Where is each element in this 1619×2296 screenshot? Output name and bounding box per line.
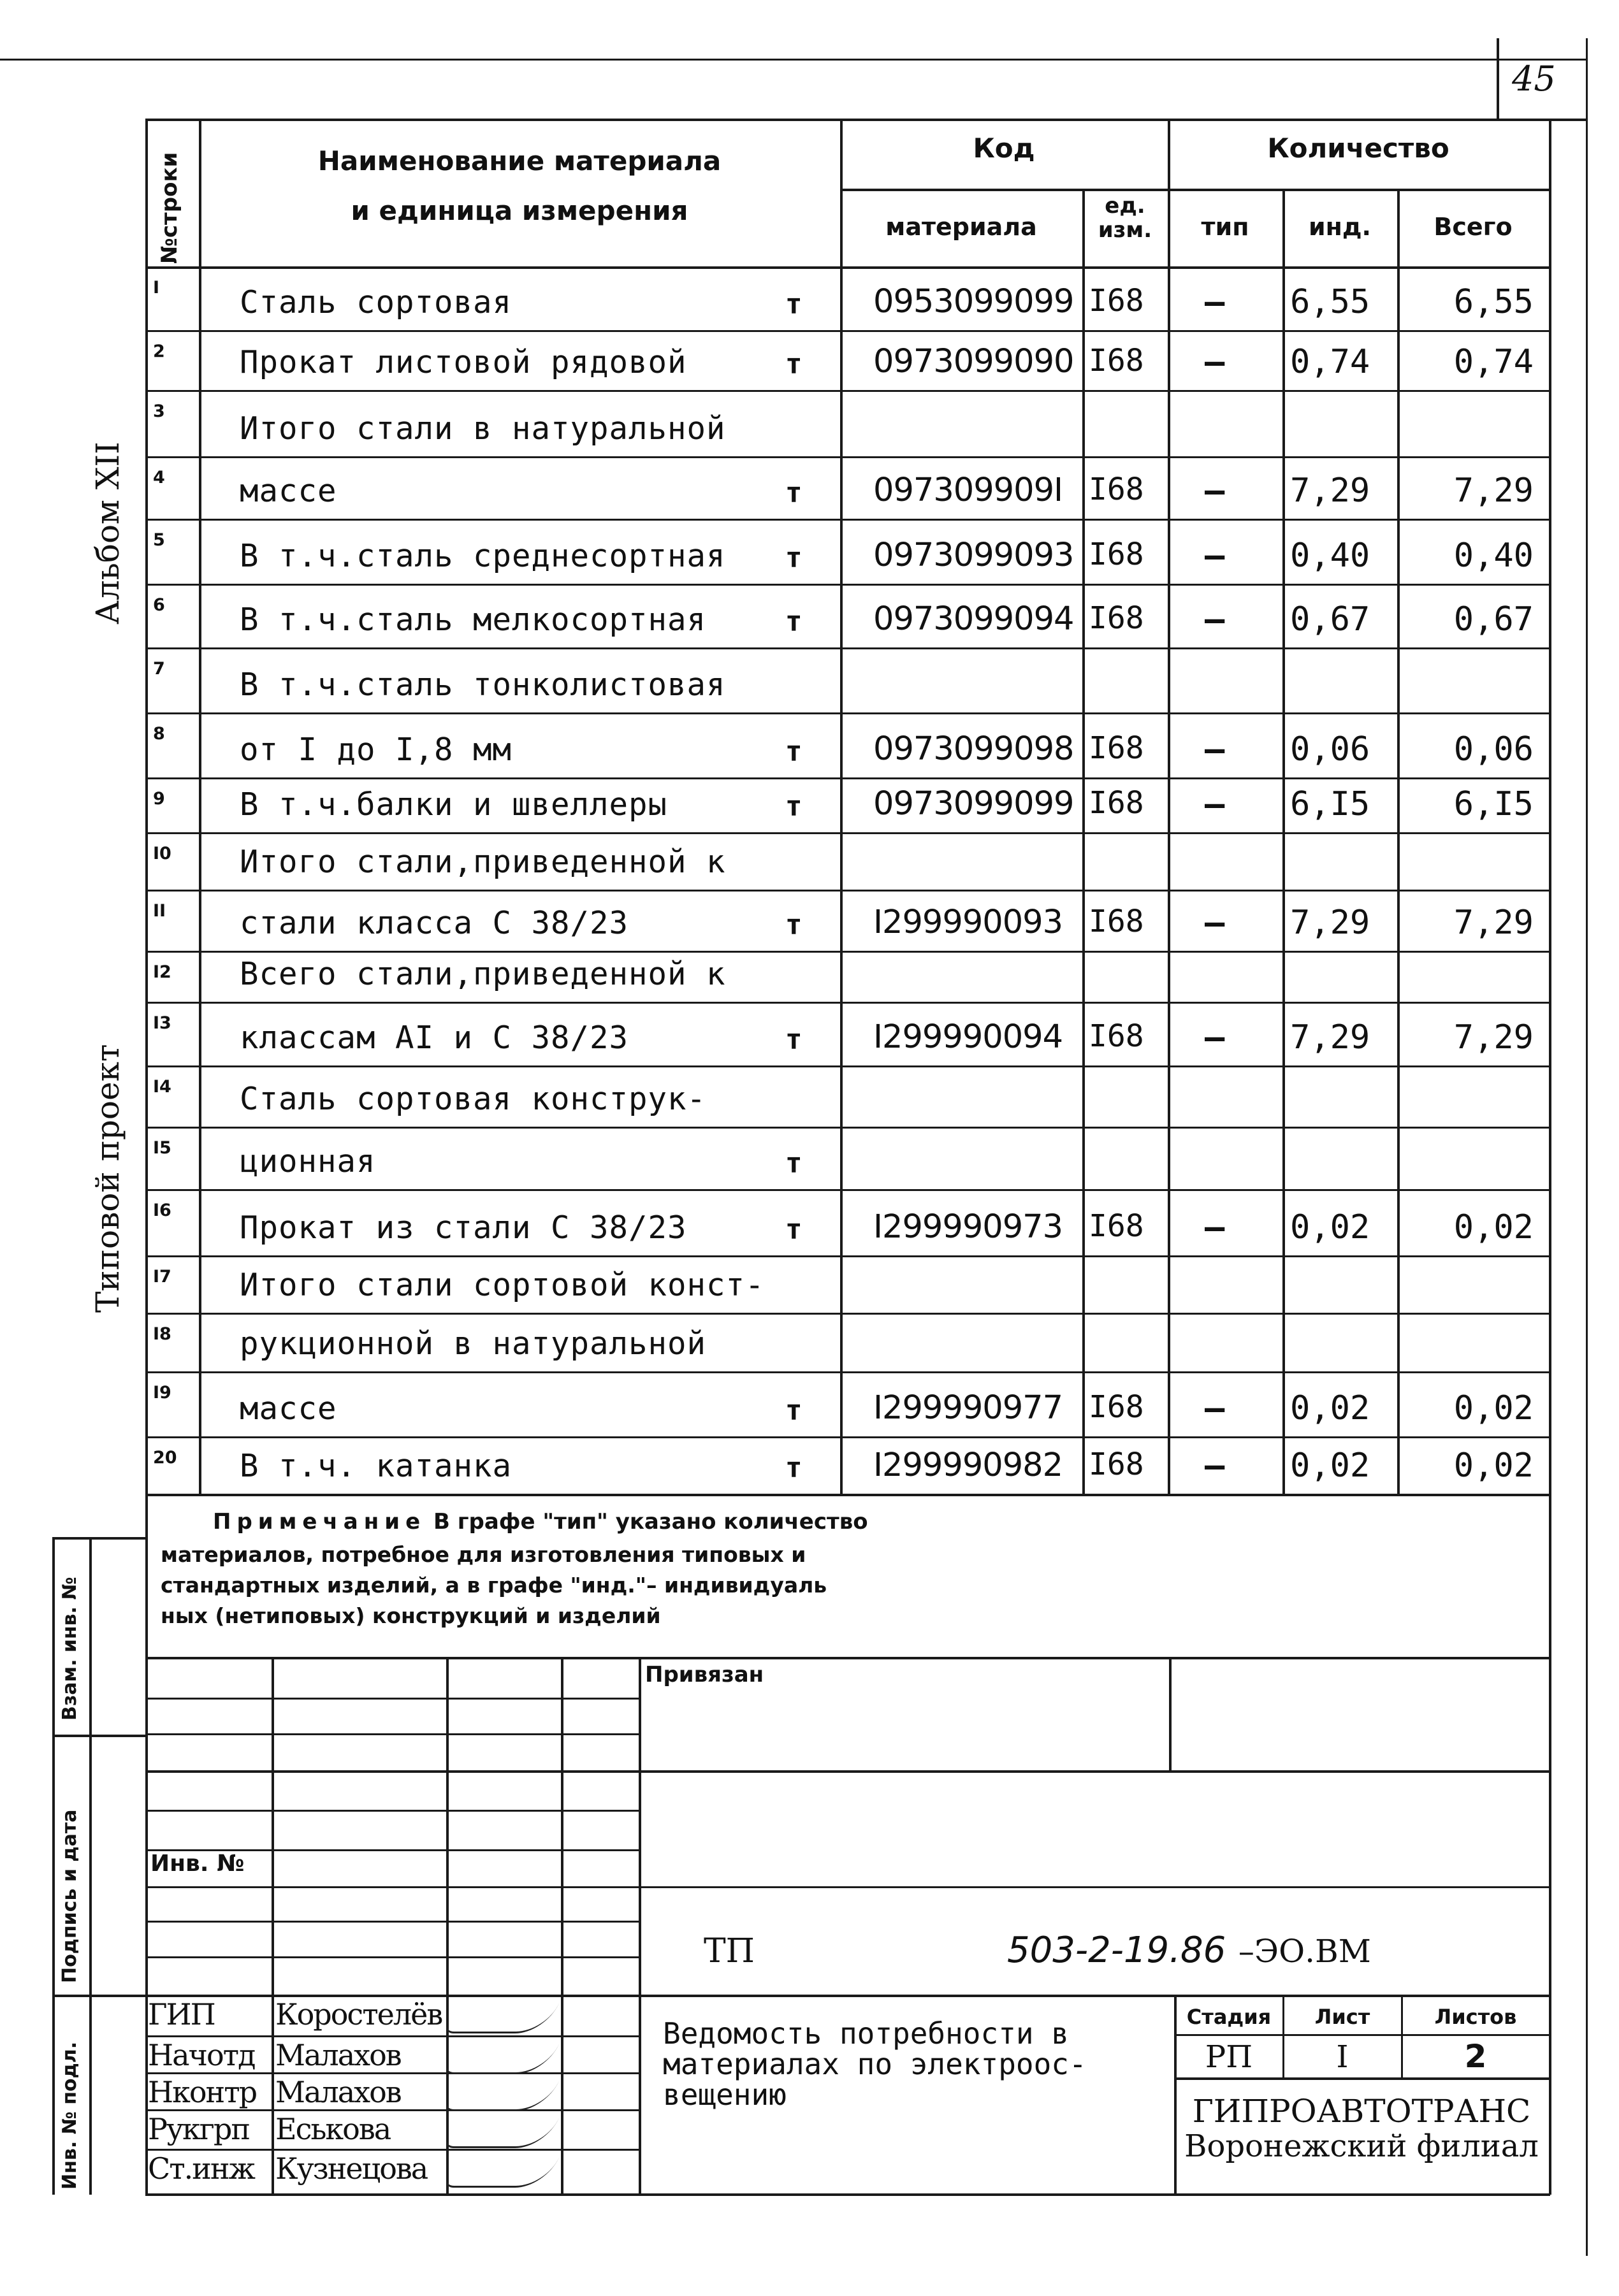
page-number: 45 [1512, 59, 1556, 99]
row-number: 3 [153, 401, 165, 421]
role-person: Еськова [275, 2112, 391, 2146]
note-label: Примечание [213, 1509, 426, 1534]
row-qty-total: 6,55 [1453, 283, 1534, 321]
row-number: I4 [153, 1077, 171, 1097]
row-unit-code: I68 [1089, 600, 1144, 636]
stamp-row-6 [145, 1886, 1549, 1888]
row-unit: т [785, 1452, 802, 1484]
row-code: I299990973 [873, 1208, 1063, 1246]
row-line [145, 832, 1549, 834]
stamp-title-2: материалах по электроос- [663, 2047, 1087, 2081]
stamp-side-div-1 [52, 1735, 147, 1737]
row-code: I299990977 [873, 1389, 1063, 1427]
stage-value: РП [1205, 2039, 1253, 2075]
role-title: Нконтр [148, 2075, 257, 2109]
row-qty-type: – [1205, 1389, 1225, 1427]
row-line [145, 777, 1549, 779]
row-name: Итого стали сортовой конст- [240, 1267, 765, 1303]
row-number: I7 [153, 1267, 171, 1287]
stage-row-2 [1174, 2077, 1549, 2080]
row-qty-ind: 0,02 [1290, 1208, 1370, 1246]
role-title: Рукгрп [148, 2112, 249, 2146]
role-title: Ст.инж [148, 2151, 254, 2186]
stamp-row-11 [145, 2072, 639, 2074]
header-qty-ind: инд. [1308, 213, 1371, 241]
note-line-2: материалов, потребное для изготовления типовых и [161, 1542, 806, 1567]
row-line [145, 1002, 1549, 1004]
row-qty-ind: 0,02 [1290, 1389, 1370, 1427]
side-album: Альбом XII [89, 442, 126, 625]
row-qty-total: 7,29 [1453, 904, 1534, 942]
stamp-row-8 [145, 1956, 639, 1958]
page-right-border [1586, 38, 1588, 2256]
row-name: массе [240, 473, 337, 509]
row-qty-type: – [1205, 730, 1225, 769]
stamp-col-a [272, 1657, 274, 2193]
row-qty-total: 0,02 [1453, 1447, 1534, 1485]
row-qty-type: – [1205, 1447, 1225, 1485]
row-line [145, 1436, 1549, 1438]
row-name: В т.ч.сталь мелкосортная [240, 602, 707, 638]
row-line [145, 1065, 1549, 1067]
stamp-inv-no: Инв. № [150, 1851, 245, 1877]
row-line [145, 1189, 1549, 1191]
row-unit-code: I68 [1089, 472, 1144, 507]
stamp-row-12 [145, 2109, 639, 2111]
header-row-no: №строки [157, 152, 182, 264]
row-name: от I до I,8 мм [240, 732, 512, 768]
stage-label: Стадия [1186, 2005, 1272, 2029]
stamp-row-13 [145, 2149, 639, 2151]
header-qty-total: Всего [1434, 213, 1513, 241]
col-line-1 [199, 119, 201, 1495]
frame-right [1549, 119, 1551, 2195]
row-line [145, 890, 1549, 892]
row-number: 8 [153, 724, 165, 744]
row-qty-total: 7,29 [1453, 472, 1534, 510]
row-unit-code: I68 [1089, 283, 1144, 319]
row-unit-code: I68 [1089, 730, 1144, 766]
frame-left [145, 119, 148, 2195]
row-qty-type: – [1205, 1208, 1225, 1246]
row-code: I299990094 [873, 1018, 1063, 1056]
row-code: 0973099099 [873, 785, 1074, 823]
row-code: 0953099099 [873, 283, 1074, 321]
row-qty-ind: 0,74 [1290, 343, 1370, 381]
row-name: массе [240, 1390, 337, 1427]
row-unit: т [785, 542, 802, 574]
row-name: Прокат листовой рядовой [240, 344, 687, 380]
row-qty-total: 0,67 [1453, 600, 1534, 639]
row-name: Итого стали,приведенной к [240, 844, 726, 880]
row-unit-code: I68 [1089, 537, 1144, 572]
row-qty-total: 7,29 [1453, 1018, 1534, 1057]
row-qty-ind: 6,55 [1290, 283, 1370, 321]
org-line-1: ГИПРОАВТОТРАНС [1192, 2093, 1531, 2130]
note-line-4: ных (нетиповых) конструкций и изделий [161, 1603, 661, 1628]
row-qty-ind: 0,67 [1290, 600, 1370, 639]
col-line-5 [1282, 189, 1285, 1495]
signature-scribble [443, 2044, 559, 2074]
header-qty-group: Количество [1267, 133, 1449, 164]
row-qty-ind: 0,40 [1290, 537, 1370, 575]
table-bottom-line [145, 1494, 1549, 1496]
row-number: 20 [153, 1448, 177, 1468]
side-vzam: Взам. инв. № [59, 1577, 81, 1721]
row-code: 0973099094 [873, 600, 1074, 638]
row-qty-type: – [1205, 343, 1225, 381]
note-line-3: стандартных изделий, а в графе "инд."– индивидуаль [161, 1573, 827, 1598]
org-line-2: Воронежский филиал [1184, 2128, 1539, 2164]
row-code: 0973099090 [873, 343, 1074, 380]
col-line-4 [1168, 119, 1170, 1495]
row-number: I5 [153, 1138, 171, 1158]
sheet-value: I [1336, 2039, 1349, 2075]
note-line-1 [213, 1509, 868, 1534]
header-code-unit: ед. изм. [1098, 193, 1152, 243]
note-text-1: В графе "тип" указано количество [433, 1509, 868, 1534]
stamp-col-c [561, 1657, 563, 2193]
row-unit: т [785, 1023, 802, 1056]
row-line [145, 519, 1549, 521]
stamp-side-mid [89, 1537, 92, 2195]
row-line [145, 1313, 1549, 1315]
row-unit-code: I68 [1089, 343, 1144, 379]
row-code: 0973099098 [873, 730, 1074, 768]
stamp-row-2 [145, 1733, 639, 1735]
row-qty-total: 0,74 [1453, 343, 1534, 381]
row-unit: т [785, 735, 802, 768]
row-qty-total: 0,06 [1453, 730, 1534, 769]
side-project: Типовой проект [89, 1044, 126, 1313]
col-line-2 [840, 119, 843, 1495]
row-code: I299990982 [873, 1447, 1063, 1484]
row-line [145, 1127, 1549, 1129]
row-name: В т.ч.сталь тонколистовая [240, 667, 726, 703]
frame-top [145, 119, 1498, 121]
header-name-line2: и единица измерения [351, 195, 688, 226]
sheets-label: Листов [1434, 2005, 1517, 2029]
col-line-6 [1397, 189, 1400, 1495]
row-unit: т [785, 477, 802, 509]
row-code: I299990093 [873, 904, 1063, 941]
col-line-3 [1082, 189, 1085, 1495]
row-line [145, 584, 1549, 586]
row-qty-total: 0,02 [1453, 1389, 1534, 1427]
row-line [145, 390, 1549, 392]
row-number: I6 [153, 1201, 171, 1220]
stamp-row-1 [145, 1698, 639, 1700]
row-number: 2 [153, 342, 165, 361]
stamp-row-3 [145, 1770, 1549, 1773]
row-unit-code: I68 [1089, 1447, 1144, 1482]
stamp-top [145, 1657, 1549, 1659]
row-qty-type: – [1205, 537, 1225, 575]
row-unit: т [785, 288, 802, 321]
row-number: II [153, 901, 166, 921]
row-name: стали класса С 38/23 [240, 905, 629, 941]
stamp-privyazan: Привязан [645, 1662, 764, 1687]
row-name: Прокат из стали С 38/23 [240, 1209, 687, 1246]
row-code: 0973099093 [873, 537, 1074, 574]
page-number-box-left [1497, 38, 1499, 120]
sheet-label: Лист [1314, 2005, 1370, 2029]
row-number: I0 [153, 844, 171, 863]
row-qty-ind: 7,29 [1290, 472, 1370, 510]
row-line [145, 712, 1549, 714]
stamp-doc-number [1007, 1930, 1371, 1971]
row-number: I2 [153, 962, 171, 982]
row-unit-code: I68 [1089, 904, 1144, 939]
stamp-col-d [639, 1657, 641, 2193]
row-name: рукционной в натуральной [240, 1325, 707, 1362]
row-unit: т [785, 1394, 802, 1427]
signature-scribble [443, 2004, 559, 2033]
row-name: В т.ч.балки и швеллеры [240, 786, 668, 823]
row-line [145, 330, 1549, 332]
header-code-material: материала [885, 213, 1037, 241]
stamp-doc-suffix: –ЭО.ВМ [1238, 1933, 1371, 1970]
stamp-tp: ТП [704, 1932, 755, 1970]
header-mid-line [840, 189, 1549, 191]
row-line [145, 951, 1549, 953]
row-unit-code: I68 [1089, 1389, 1144, 1425]
stamp-doc-number-main: 503-2-19.86 [1007, 1930, 1226, 1971]
row-name: Итого стали в натуральной [240, 410, 726, 447]
frame-bottom [145, 2193, 1550, 2196]
stamp-title-1: Ведомость потребности в [663, 2016, 1069, 2051]
row-qty-ind: 7,29 [1290, 1018, 1370, 1057]
row-qty-type: – [1205, 1018, 1225, 1057]
stamp-row-4 [145, 1810, 639, 1812]
row-name: В т.ч.сталь среднесортная [240, 538, 726, 574]
row-unit-code: I68 [1089, 1018, 1144, 1054]
row-qty-type: – [1205, 283, 1225, 321]
row-line [145, 1371, 1549, 1373]
row-unit: т [785, 1147, 802, 1180]
row-number: 6 [153, 595, 165, 615]
row-number: 5 [153, 530, 165, 550]
row-qty-total: 0,40 [1453, 537, 1534, 575]
row-code: 097309909I [873, 472, 1063, 509]
role-person: Кузнецова [275, 2151, 428, 2186]
frame-top-right [1497, 119, 1550, 121]
row-number: 4 [153, 468, 165, 487]
row-unit: т [785, 605, 802, 638]
role-person: Малахов [275, 2075, 401, 2109]
row-unit: т [785, 790, 802, 823]
row-number: I8 [153, 1324, 171, 1344]
side-inv-podl: Инв. № подл. [59, 2041, 81, 2190]
stage-row-1 [1174, 2034, 1549, 2036]
row-name: Сталь сортовая [240, 284, 512, 321]
row-qty-ind: 0,06 [1290, 730, 1370, 769]
row-unit-code: I68 [1089, 785, 1144, 821]
signature-scribble [443, 2158, 559, 2188]
row-number: I [153, 278, 160, 298]
row-name: классам АI и С 38/23 [240, 1020, 629, 1056]
row-line [145, 1255, 1549, 1257]
stamp-side-left [52, 1537, 55, 2195]
row-number: 7 [153, 659, 165, 679]
row-qty-type: – [1205, 904, 1225, 942]
row-qty-ind: 0,02 [1290, 1447, 1370, 1485]
row-number: I3 [153, 1013, 171, 1033]
side-podpis: Подпись и дата [59, 1809, 81, 1983]
role-person: Малахов [275, 2038, 401, 2072]
row-line [145, 647, 1549, 649]
row-name: Сталь сортовая конструк- [240, 1081, 707, 1117]
row-name: Всего стали,приведенной к [240, 956, 726, 992]
row-qty-total: 0,02 [1453, 1208, 1534, 1246]
row-unit-code: I68 [1089, 1208, 1144, 1244]
row-qty-type: – [1205, 472, 1225, 510]
row-number: I9 [153, 1383, 171, 1403]
header-name-line1: Наименование материала [317, 145, 722, 177]
stamp-row-10 [145, 2035, 639, 2037]
role-title: Начотд [148, 2038, 255, 2072]
row-unit: т [785, 1213, 802, 1246]
stamp-side-div-2 [52, 1995, 147, 1997]
row-qty-ind: 6,I5 [1290, 785, 1370, 823]
row-line [145, 456, 1549, 458]
sheets-value: 2 [1464, 2038, 1487, 2075]
header-qty-type: тип [1201, 213, 1249, 241]
row-qty-type: – [1205, 785, 1225, 823]
row-qty-type: – [1205, 600, 1225, 639]
signature-scribble [443, 2081, 559, 2111]
stamp-row-7 [145, 1921, 639, 1923]
row-name: В т.ч. катанка [240, 1448, 512, 1484]
row-unit: т [785, 348, 802, 380]
header-bottom-line [145, 266, 1549, 269]
row-name: ционная [240, 1143, 376, 1180]
header-code-group: Код [973, 133, 1035, 164]
role-title: ГИП [148, 1997, 215, 2032]
top-border-line [0, 59, 1587, 61]
signature-scribble [443, 2118, 559, 2148]
stamp-title-3: вещению [663, 2077, 787, 2112]
row-number: 9 [153, 789, 165, 809]
stamp-col-b [446, 1657, 449, 2193]
row-unit: т [785, 909, 802, 941]
row-qty-total: 6,I5 [1453, 785, 1534, 823]
stamp-col-e [1169, 1657, 1172, 1772]
stamp-side-top [52, 1537, 147, 1540]
row-qty-ind: 7,29 [1290, 904, 1370, 942]
role-person: Коростелёв [275, 1997, 442, 2032]
